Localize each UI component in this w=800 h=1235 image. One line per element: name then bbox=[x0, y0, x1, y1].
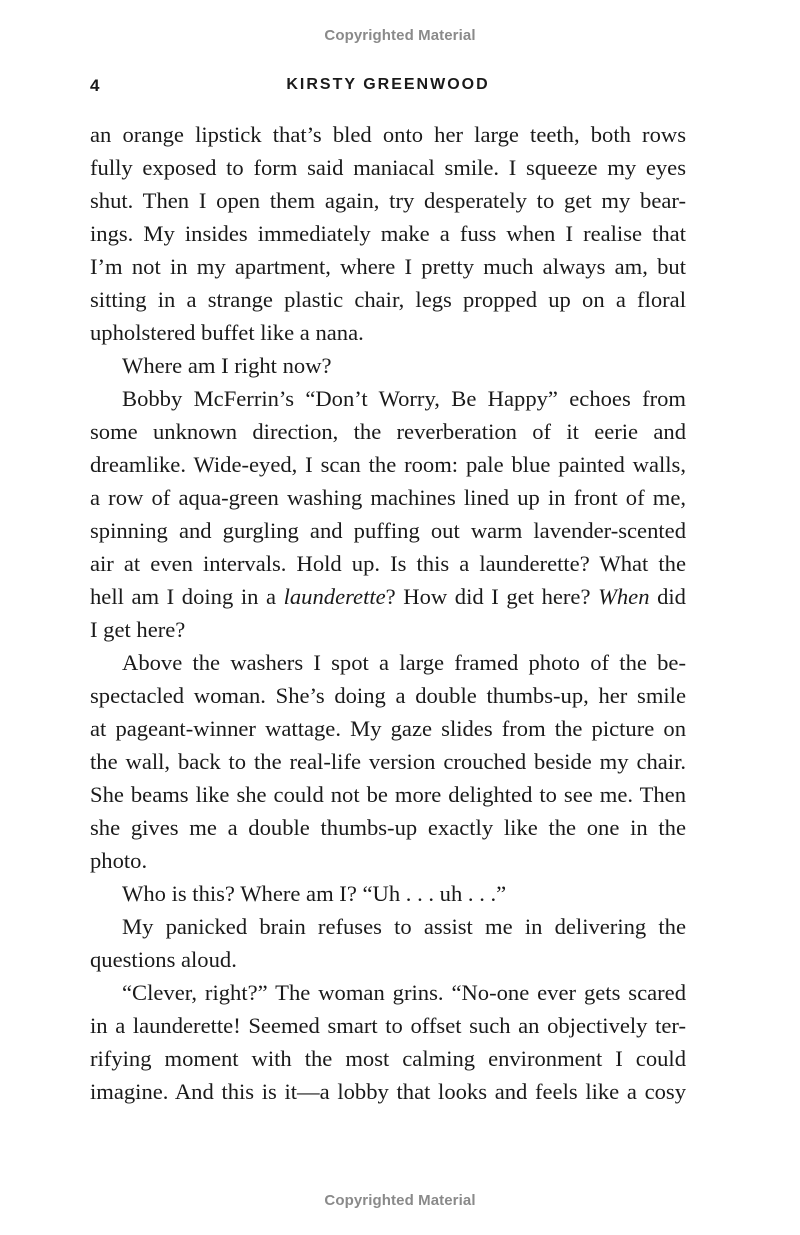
text-line: shut. Then I open them again, try desperately to get my bear- bbox=[90, 188, 686, 213]
text-line: She beams like she could not be more delighted to see me. Then bbox=[90, 782, 686, 807]
text-line: questions aloud. bbox=[90, 947, 237, 972]
text-line: she gives me a double thumbs-up exactly like the one in the bbox=[90, 815, 686, 840]
text-line: Bobby McFerrin’s “Don’t Worry, Be Happy” echoes from bbox=[122, 386, 686, 411]
text-line: upholstered buffet like a nana. bbox=[90, 320, 364, 345]
text-line: imagine. And this is it—a lobby that looks and feels like a cosy bbox=[90, 1079, 686, 1104]
copyright-watermark-bottom: Copyrighted Material bbox=[324, 1192, 476, 1209]
text-line-mixed bbox=[90, 580, 686, 613]
text-line: Above the washers I spot a large framed photo of the be- bbox=[122, 650, 686, 675]
text-line: fully exposed to form said maniacal smile. I squeeze my eyes bbox=[90, 155, 686, 180]
text-line: spectacled woman. She’s doing a double thumbs-up, her smile bbox=[90, 683, 686, 708]
text-line: the wall, back to the real-life version crouched beside my chair. bbox=[90, 749, 686, 774]
text-line: sitting in a strange plastic chair, legs propped up on a floral bbox=[90, 287, 686, 312]
text-line: a row of aqua-green washing machines lined up in front of me, bbox=[90, 485, 686, 510]
text-line: Where am I right now? bbox=[122, 353, 332, 378]
text-run: ? How did I get here? bbox=[385, 584, 599, 609]
text-line: an orange lipstick that’s bled onto her large teeth, both rows bbox=[90, 122, 686, 147]
text-line: I’m not in my apartment, where I pretty much always am, but bbox=[90, 254, 686, 279]
text-line: My panicked brain refuses to assist me in delivering the bbox=[122, 914, 686, 939]
text-line: I get here? bbox=[90, 617, 186, 642]
page-header bbox=[90, 76, 686, 96]
text-line: at pageant-winner wattage. My gaze slides from the picture on bbox=[90, 716, 686, 741]
text-run: did bbox=[649, 584, 686, 609]
copyright-watermark-top: Copyrighted Material bbox=[324, 27, 476, 44]
text-line: ings. My insides immediately make a fuss when I realise that bbox=[90, 221, 686, 246]
text-line: air at even intervals. Hold up. Is this a launderette? What the bbox=[90, 551, 686, 576]
italic-run: launderette bbox=[283, 584, 386, 609]
text-run: hell am I doing in a bbox=[90, 584, 284, 609]
text-line: some unknown direction, the reverberation of it eerie and bbox=[90, 419, 686, 444]
running-head-author: KIRSTY GREENWOOD bbox=[286, 76, 490, 93]
text-line: rifying moment with the most calming environment I could bbox=[90, 1046, 686, 1071]
text-line: spinning and gurgling and puffing out warm lavender-scented bbox=[90, 518, 686, 543]
body-text bbox=[90, 118, 686, 1108]
text-line: in a launderette! Seemed smart to offset such an objectively ter- bbox=[90, 1013, 686, 1038]
page-number: 4 bbox=[90, 76, 100, 95]
text-line: “Clever, right?” The woman grins. “No-one ever gets scared bbox=[122, 980, 686, 1005]
text-line: dreamlike. Wide-eyed, I scan the room: pale blue painted walls, bbox=[90, 452, 686, 477]
italic-run: When bbox=[598, 584, 650, 609]
text-line: Who is this? Where am I? “Uh . . . uh . . .” bbox=[122, 881, 507, 906]
text-line: photo. bbox=[90, 848, 148, 873]
